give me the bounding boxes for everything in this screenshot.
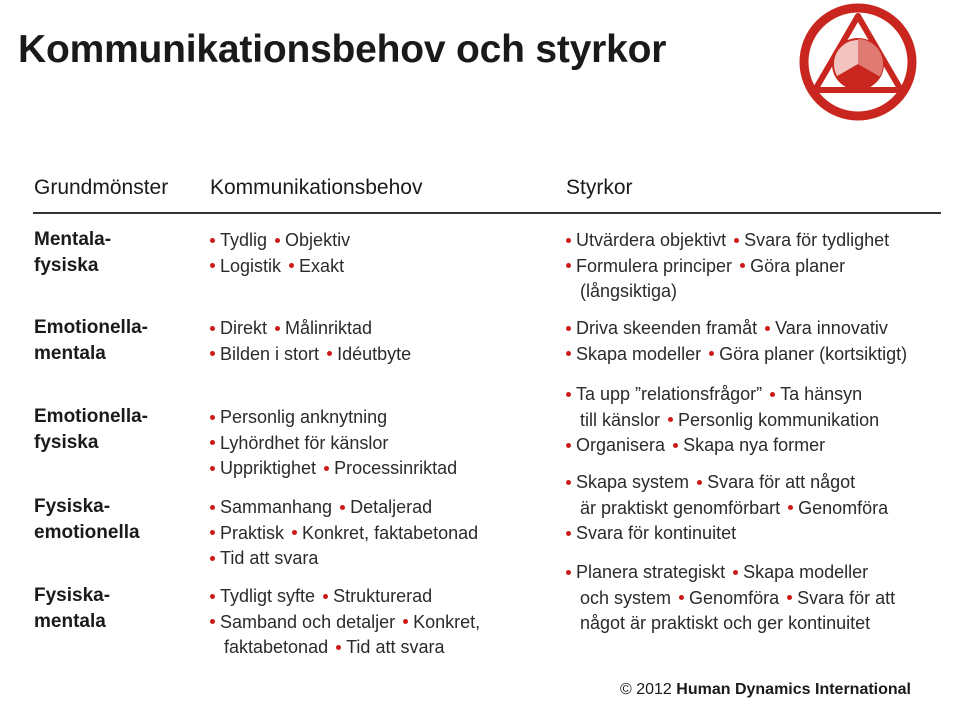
bullet-icon: [210, 238, 215, 243]
pattern-mentala-fysiska: Mentala- fysiska: [34, 229, 112, 276]
bullet-icon: [566, 263, 571, 268]
bullet-icon: [210, 505, 215, 510]
header-divider: [33, 212, 941, 214]
bullet-icon: [323, 594, 328, 599]
bullet-icon: [275, 326, 280, 331]
pattern-fysiska-mentala: Fysiska- mentala: [34, 585, 111, 632]
bullet-icon: [210, 440, 215, 445]
bullet-icon: [679, 595, 684, 600]
bullet-icon: [787, 595, 792, 600]
bullet-icon: [770, 392, 775, 397]
bullet-icon: [566, 570, 571, 575]
bullet-icon: [566, 531, 571, 536]
bullet-icon: [210, 594, 215, 599]
bullet-icon: [740, 263, 745, 268]
bullet-icon: [697, 480, 702, 485]
bullet-icon: [324, 466, 329, 471]
pattern-fysiska-emotionella: Fysiska- emotionella: [34, 496, 140, 543]
bullet-icon: [566, 351, 571, 356]
bullet-icon: [566, 392, 571, 397]
bullet-icon: [275, 238, 280, 243]
bullet-icon: [566, 480, 571, 485]
strengths-emotionella-fysiska: Ta upp ”relationsfrågor” Ta hänsyn till känslor Personlig kommunikation Organisera Skapa nya former: [566, 382, 879, 459]
bullet-icon: [292, 530, 297, 535]
bullet-icon: [210, 619, 215, 624]
needs-emotionella-mentala: Direkt Målinriktad Bilden i stort Idéutbyte: [210, 316, 411, 367]
bullet-icon: [336, 645, 341, 650]
bullet-icon: [210, 466, 215, 471]
bullet-icon: [210, 530, 215, 535]
bullet-icon: [289, 263, 294, 268]
bullet-icon: [566, 238, 571, 243]
page-title: Kommunikationsbehov och styrkor: [18, 28, 667, 71]
copyright-footer: [620, 681, 911, 699]
bullet-icon: [210, 556, 215, 561]
pattern-emotionella-fysiska: Emotionella- fysiska: [34, 406, 149, 453]
bullet-icon: [709, 351, 714, 356]
header-styrkor: Styrkor: [566, 176, 633, 199]
copyright-year: © 2012: [620, 681, 672, 698]
bullet-icon: [210, 415, 215, 420]
needs-fysiska-mentala: Tydligt syfte Strukturerad Samband och detaljer Konkret, faktabetonad Tid att svara: [210, 584, 480, 661]
bullet-icon: [210, 263, 215, 268]
bullet-icon: [734, 238, 739, 243]
header-kommunikationsbehov: Kommunikationsbehov: [210, 176, 423, 199]
bullet-icon: [668, 417, 673, 422]
strengths-emotionella-mentala: Driva skeenden framåt Vara innovativ Skapa modeller Göra planer (kortsiktigt): [566, 316, 907, 367]
bullet-icon: [673, 443, 678, 448]
triangle-circle-logo-icon: [798, 2, 918, 122]
strengths-fysiska-mentala: Planera strategiskt Skapa modeller och system Genomföra Svara för att något är praktiskt och ger kontinuitet: [566, 560, 895, 637]
bullet-icon: [340, 505, 345, 510]
bullet-icon: [210, 326, 215, 331]
header-grundmonster: Grundmönster: [34, 176, 169, 199]
strengths-fysiska-emotionella: Skapa system Svara för att något är praktiskt genomförbart Genomföra Svara för kontinuitet: [566, 470, 888, 547]
strengths-mentala-fysiska: Utvärdera objektivt Svara för tydlighet Formulera principer Göra planer (långsiktiga): [566, 228, 889, 305]
bullet-icon: [403, 619, 408, 624]
pattern-emotionella-mentala: Emotionella- mentala: [34, 317, 149, 364]
bullet-icon: [788, 505, 793, 510]
bullet-icon: [566, 443, 571, 448]
needs-mentala-fysiska: Tydlig Objektiv Logistik Exakt: [210, 228, 350, 279]
bullet-icon: [765, 326, 770, 331]
bullet-icon: [327, 351, 332, 356]
needs-emotionella-fysiska: Personlig anknytning Lyhördhet för känslor Uppriktighet Processinriktad: [210, 405, 457, 482]
bullet-icon: [210, 351, 215, 356]
bullet-icon: [733, 570, 738, 575]
organization-name: Human Dynamics International: [676, 681, 911, 698]
needs-fysiska-emotionella: Sammanhang Detaljerad Praktisk Konkret, faktabetonad Tid att svara: [210, 495, 478, 572]
bullet-icon: [566, 326, 571, 331]
